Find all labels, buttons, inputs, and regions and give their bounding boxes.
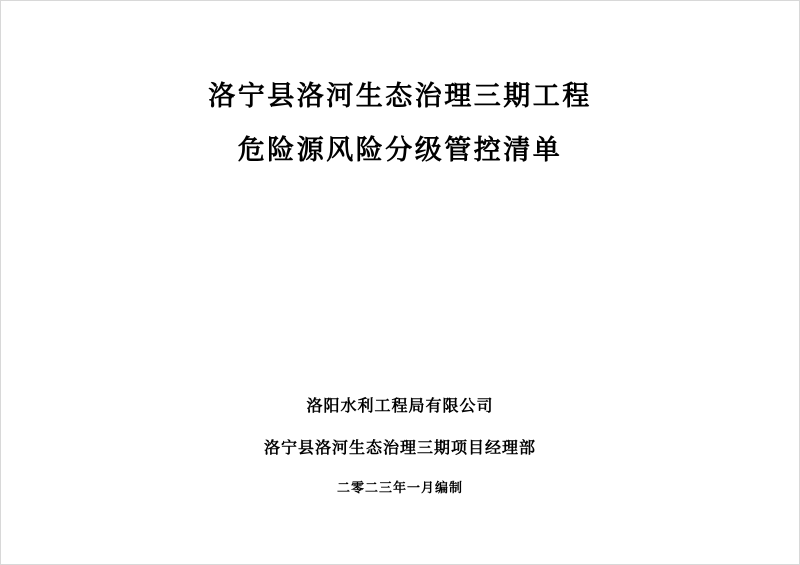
page-title-line-2: 危险源风险分级管控清单: [237, 135, 563, 166]
page-title-line-1: 洛宁县洛河生态治理三期工程: [208, 81, 592, 112]
cover-title-block: [0, 70, 800, 178]
compilation-date: 二零二三年一月编制: [336, 481, 463, 496]
project-department-name: 洛宁县洛河生态治理三期项目经理部: [263, 438, 536, 457]
cover-footer-block: [0, 385, 800, 509]
company-name: 洛阳水利工程局有限公司: [306, 396, 494, 415]
